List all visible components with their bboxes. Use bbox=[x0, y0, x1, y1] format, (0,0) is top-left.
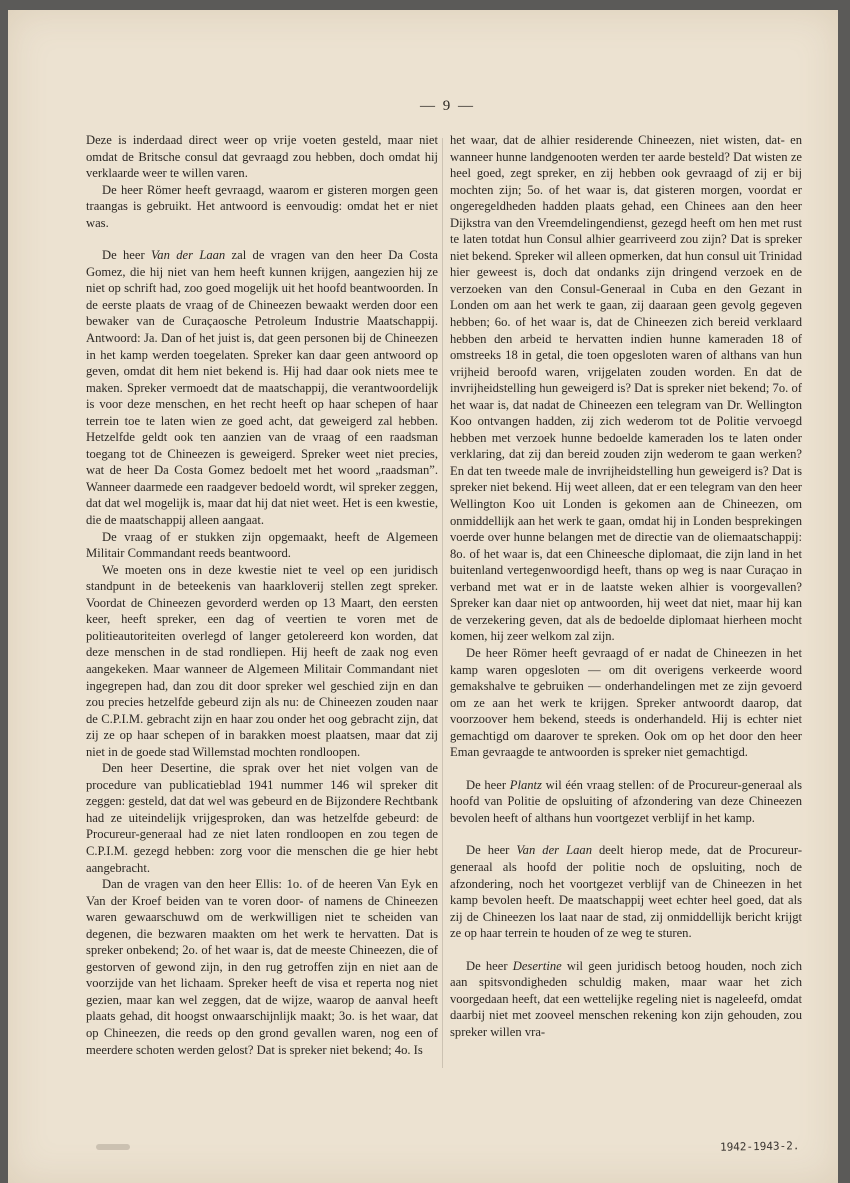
speaker-text: wil één vraag stellen: of de Procureur-generaal als hoofd van Politie de opsluiting of afzondering van deze Chineezen bevolen heeft of althans hun voortgezet verblijf in het kamp. bbox=[450, 777, 802, 825]
paragraph-left-6: Den heer Desertine, die sprak over het niet volgen van de procedure van publicatieblad 1941 nummer 146 wil spreker dit zeggen: gesteld, dat dat wel was gebeurd en de Bijzondere Rechtbank had ze uiteindelijk vrijgesproken, dan was hetzelfde gebeurd: de Procureur-generaal had ze niet laten rondloopen en zou tegen de C.P.I.M. gezegd hebben: zorg voor die menschen die ge hier hebt aangebracht. bbox=[86, 761, 438, 875]
speaker-name: Van der Laan bbox=[151, 248, 226, 263]
document-page bbox=[8, 10, 838, 1183]
right-column bbox=[450, 132, 802, 1040]
speaker-intro: De heer bbox=[466, 958, 513, 973]
paragraph-right-1: het waar, dat de alhier residerende Chineezen, niet wisten, dat- en wanneer hunne landgenooten werden ter aarde besteld? Dat wisten ze heel goed, zegt spreker, en zij hebben ook gevraagd of zij er bij mochten zijn; 5o. of het waar is, dat gisteren morgen, voordat er ongeregeldheden hadden plaats gehad, een Chinees aan den heer Dijkstra van den Vreemdelingendienst, gezegd heeft om hen met rust te laten totdat hun Consul alhier gearriveerd zou zijn? Dat is spreker niet bekend. Spreker wil alleen opmerken, dat hun consul uit Trinidad hier geweest is, doch dat ondanks zijn dringend verzoek en de verzoeken van den Consul-Generaal in Cuba en den Gezant in Londen om aan het werk te gaan, zij daaraan geen gevolg gegeven hebben; 6o. of het waar is, dat de Chineezen zich bereid verklaard hebben den arbeid te hervatten indien hunne kameraden 18 of omstreeks 18 in getal, die toen opgesloten waren of althans van hun vrijheid beroofd waren, vrijgelaten zouden worden. En dat de invrijheidstelling hun geweigerd is? Dat is spreker niet bekend; 7o. of het waar is, dat nadat de Chineezen een telegram van Dr. Wellington Koo ontvangen hadden, zij zich wederom tot de Politie vervoegd hebben met verzoek hunne bedoelde kameraden los te laten onder verklaring, dat zij dan bereid zouden zijn wederom te gaan werken? En dat ten tweede male de invrijheidstelling hun geweigerd is? Dat is spreker niet bekend. Hij weet alleen, dat er een telegram van den heer Wellington Koo uit Londen is gekomen aan de Chineezen, om onmiddellijk aan het werk te gaan, omdat hij in Londen besprekingen voerde over hunne belangen met de directie van de oliemaatschappij: 8o. of het waar is, dat een Chineesche diplomaat, die zijn land in het buitenland vertegenwoordigd heeft, thans op weg is naar Curaçao in verband met wat er in de laatste weken alhier is voorgevallen? Spreker kan daar niet op antwoorden, hij weet dat niet, maar hij kan de verzekering geven, dat als de bedoelde diplomaat hierheen mocht komen, hij zeer welkom zal zijn. bbox=[450, 133, 802, 644]
speaker-text: deelt hierop mede, dat de Procureur-generaal als hoofd der politie noch de opsluiting, noch de afzondering, noch het voortgezet verblijf van de Chineezen in het kamp bevolen heeft. De maatschappij weet echter heel goed, dat als zij de Chineezen los laat naar de stad, zij onmiddellijk bericht krijgt ze op haar terrein te houden of ze weg te sturen. bbox=[450, 843, 803, 941]
speaker-text: wil geen juridisch betoog houden, noch zich aan spitsvondigheden schuldig maken, maar waar het zich voorgedaan heeft, dat een wettelijke regeling niet is nageleefd, omdat daarbij niet met zooveel menschen rekening kon zijn gehouden, zou spreker willen vra- bbox=[450, 958, 802, 1039]
speaker-name: Plantz bbox=[509, 777, 542, 792]
speaker-intro: De heer bbox=[466, 843, 517, 858]
speaker-intro: De heer bbox=[466, 777, 510, 792]
page-number: — 9 — bbox=[420, 98, 475, 114]
speaker-name: Van der Laan bbox=[516, 843, 592, 858]
paragraph-right-3 bbox=[450, 777, 802, 827]
left-column bbox=[86, 132, 438, 1058]
speaker-text: zal de vragen van den heer Da Costa Gomez, die hij niet van hem heeft kunnen krijgen, aangezien hij ze niet op schrift had, zoo goed mogelijk uit het hoofd beantwoorden. In de eerste plaats de vraag of de Chineezen bewaakt werden door een bewaker van de Curaçaosche Petroleum Industrie Maatschappij. Antwoord: Ja. Dan of het juist is, dat geen personen bij de Chineezen in het kamp werden toegelaten. Spreker kan daar geen antwoord op geven, omdat dit hem niet bekend is. Hij had daar ook niets mee te maken. Spreker vermoedt dat de maatschappij, die verantwoordelijk is voor deze menschen, en het recht heeft op haar schepen of haar terrein toe te laten wien ze goed acht, dat geweigerd zal hebben. Hetzelfde geldt ook ten aanzien van de vraag of een raadsman toegang tot de Chineezen is geweigerd. Spreker weet niet precies, wat de heer Da Costa Gomez bedoelt met het woord „raadsman”. Wanneer daarmede een raadgever bedoeld wordt, wil spreker zeggen, dat dat wel mogelijk is, maar dat hij dat niet weet. Het is een kwestie, die de maatschappij alleen aangaat. bbox=[86, 248, 438, 528]
ink-smudge bbox=[96, 1144, 130, 1150]
paragraph-left-3 bbox=[86, 247, 438, 528]
paragraph-left-7: Dan de vragen van den heer Ellis: 1o. of de heeren Van Eyk en Van der Kroef beiden van te voren door- of namens de Chineezen waren gewaarschuwd om de werkwilligen niet te scheiden van degenen, die bezwaren maakten om het werk te hervatten. Dat is spreker onbekend; 2o. of het waar is, dat de meeste Chineezen, die of gestorven of gewond zijn, in den rug getroffen zijn en niet aan de voorzijde van het lichaam. Spreker heeft de visa et reperta nog niet gezien, maar kan wel zeggen, dat de wijze, waarop de aanval heeft plaats gehad, dit hoogst onwaarschijnlijk maakt; 3o. is het waar, dat op Chineezen, die reeds op den grond gevallen waren, nog een of meerdere schoten werden gelost? Dat is spreker niet bekend; 4o. Is bbox=[86, 877, 438, 1057]
paragraph-left-2: De heer Römer heeft gevraagd, waarom er gisteren morgen geen traangas is gebruikt. Het antwoord is eenvoudig: omdat het er niet was. bbox=[86, 182, 438, 230]
paragraph-right-4 bbox=[450, 842, 802, 941]
speaker-name: Desertine bbox=[512, 958, 562, 973]
paragraph-left-4: De vraag of er stukken zijn opgemaakt, heeft de Algemeen Militair Commandant reeds beantwoord. bbox=[86, 529, 438, 561]
paragraph-left-5: We moeten ons in deze kwestie niet te veel op een juridisch standpunt in de beteekenis van haarkloverij stellen zegt spreker. Voordat de Chineezen gevorderd werden op 13 Maart, den eersten keer, heeft spreker, een dag of veertien te voren met de politieautoriteiten overlegd of langer getolereerd kon worden, dat deze menschen in de stad rondliepen. Hij heeft de zaak nog even aangekeken. Maar wanneer de Algemeen Militair Commandant niet ingegrepen had, dan zou dit door spreker wel geschied zijn en dan zou precies hetzelfde gebeurd zijn als nu: de Chineezen zouden naar de C.P.I.M. gebracht zijn en haar zou onder het oog gebracht zijn, dat zij ze op haar schepen of in barakken moest plaatsen, maar dat zij niet in de goede stad Willemstad mochten rondloopen. bbox=[86, 562, 438, 759]
paragraph-right-2: De heer Römer heeft gevraagd of er nadat de Chineezen in het kamp waren opgesloten — om dit overigens verkeerde woord gemakshalve te gebruiken — onderhandelingen met ze zijn gevoerd om ze aan het werk te krijgen. Spreker antwoordt daarop, dat voorzoover hem bekend, steeds is onderhandeld. Hij is echter niet gemachtigd om daarover te spreken. Ook om op het door den heer Eman gevraagde te antwoorden is spreker niet gemachtigd. bbox=[450, 645, 802, 760]
archive-mark: 1942-1943-2. bbox=[719, 1139, 800, 1154]
paragraph-left-1: Deze is inderdaad direct weer op vrije voeten gesteld, maar niet omdat de Britsche consul dat gevraagd zou hebben, doch omdat hij verklaarde weer te willen varen. bbox=[86, 133, 438, 181]
column-divider bbox=[442, 138, 443, 1068]
paragraph-right-5 bbox=[450, 958, 802, 1041]
speaker-intro: De heer bbox=[102, 248, 151, 263]
